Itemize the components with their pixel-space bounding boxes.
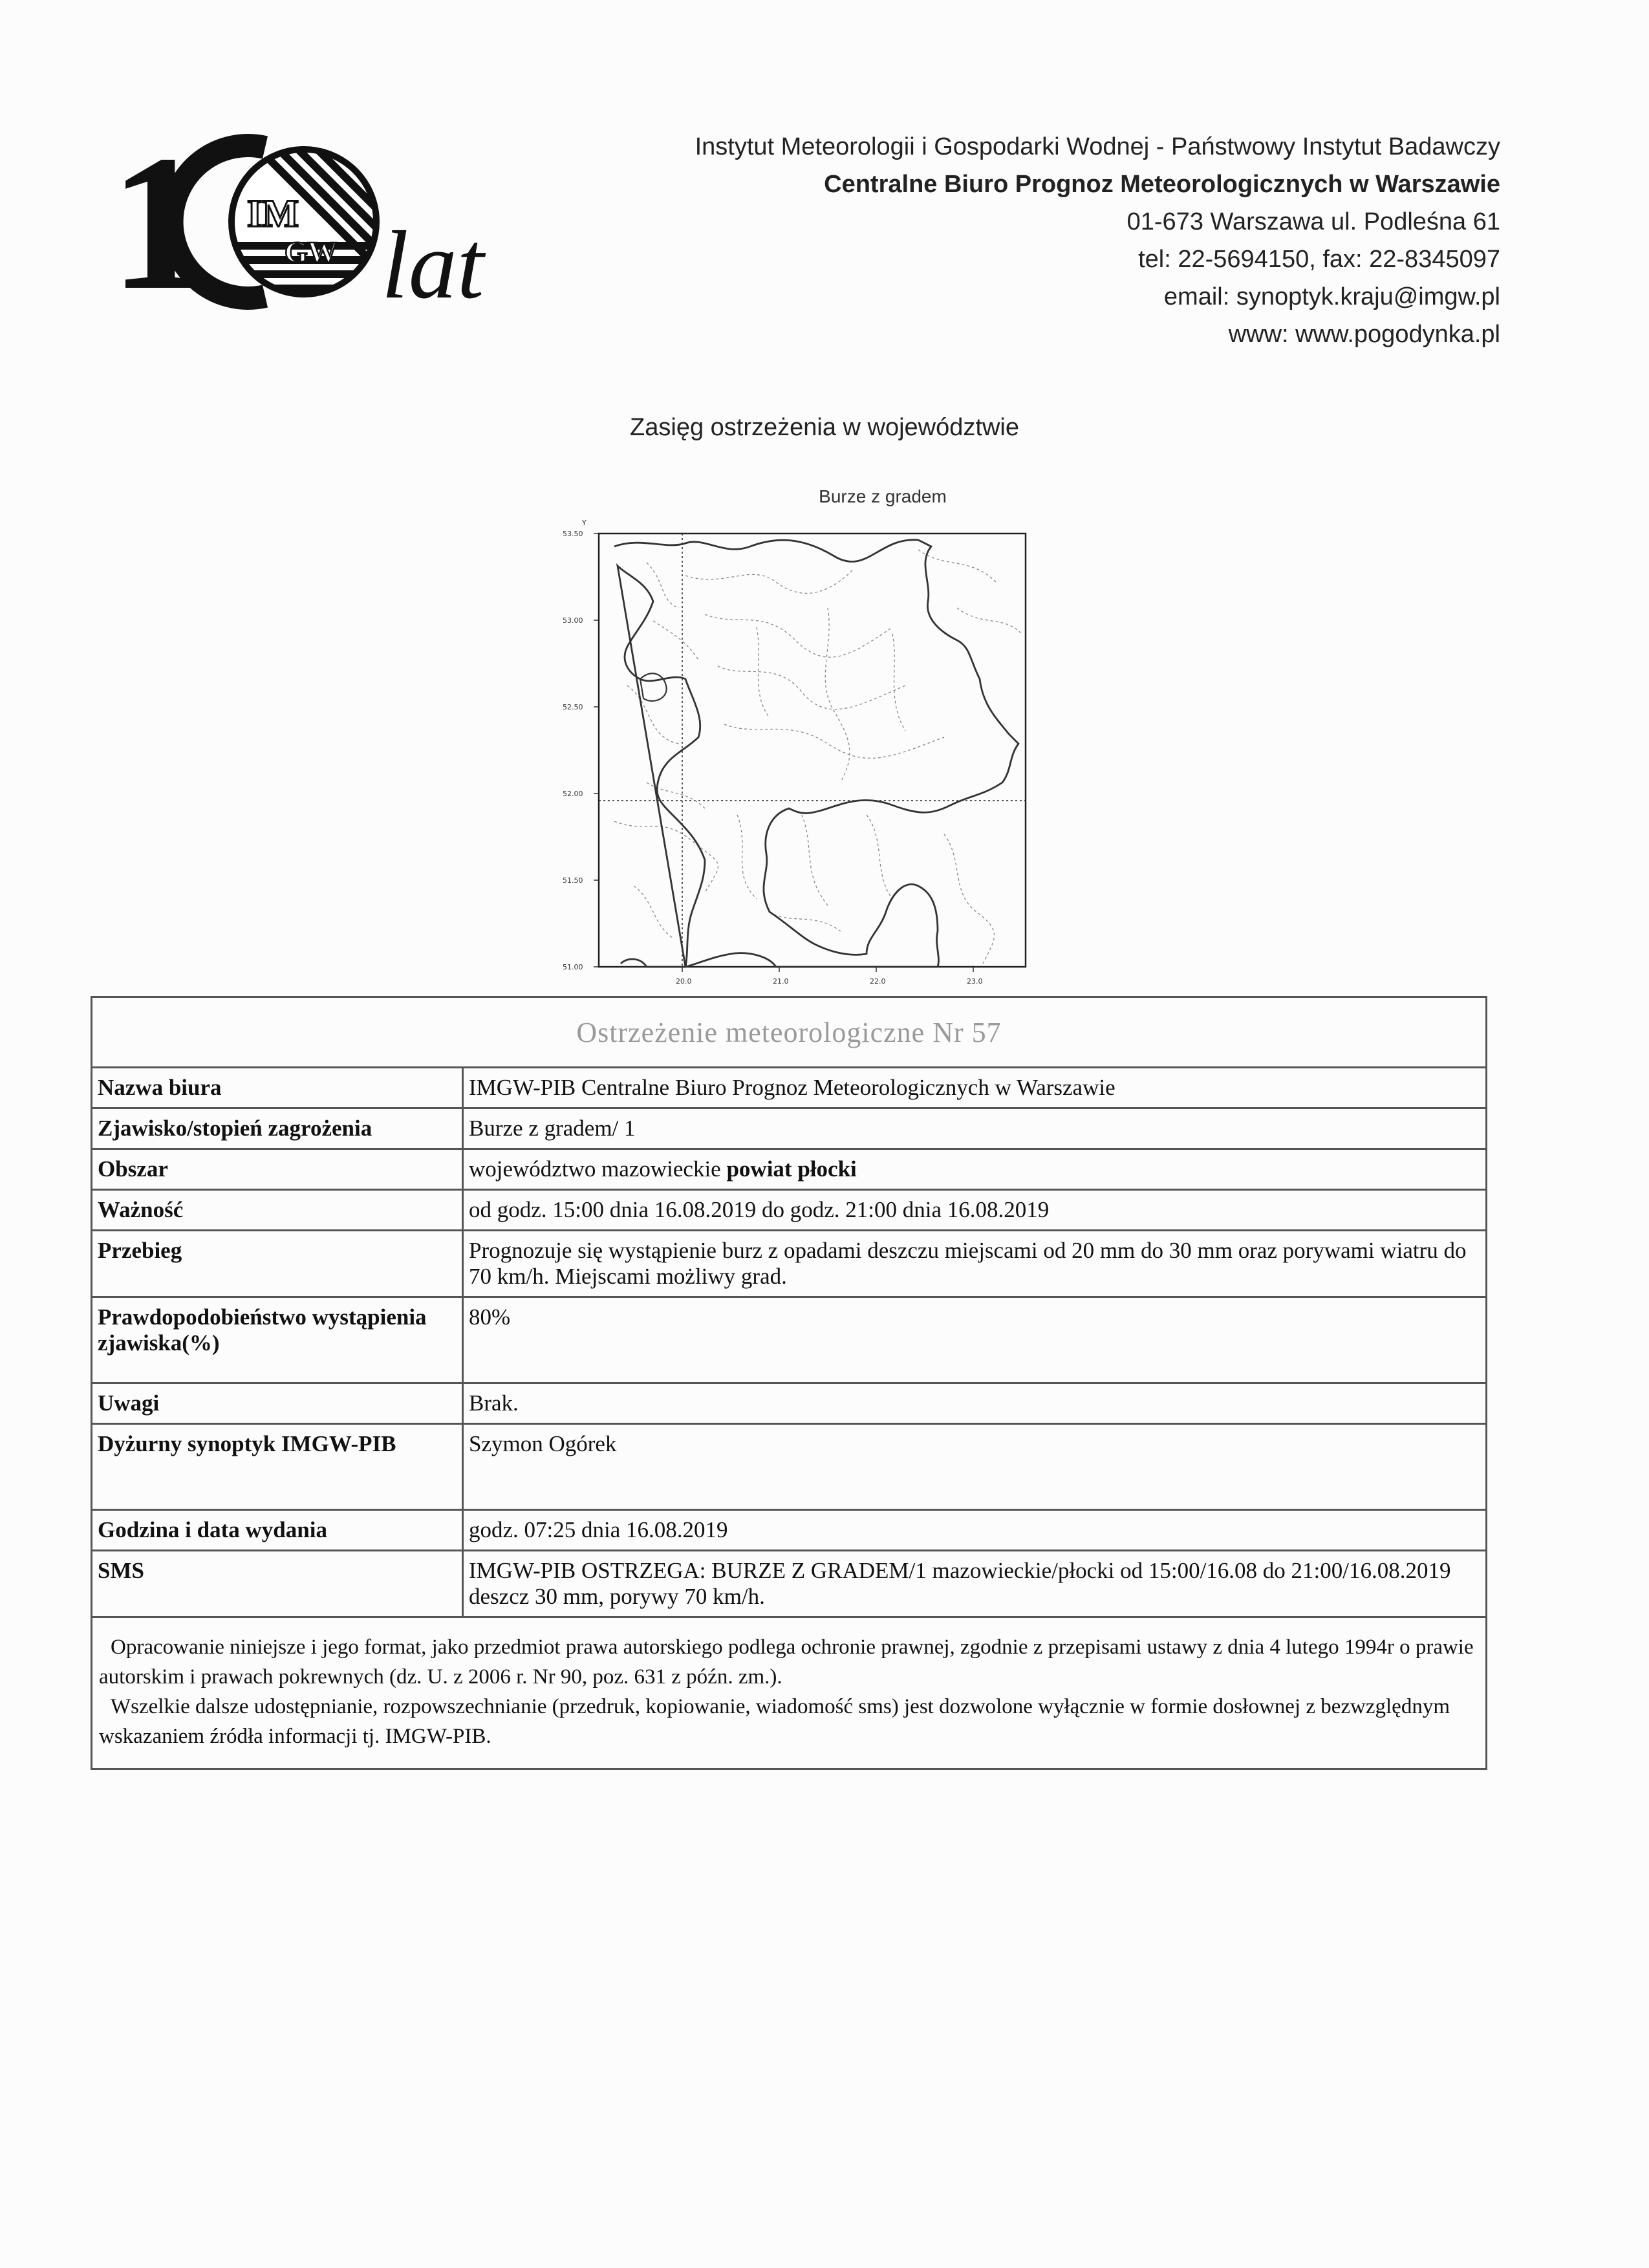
- map-y-tick-label: 52.00: [563, 790, 583, 798]
- logo-emblem-text-top: IM: [247, 192, 299, 235]
- area-voivodeship: województwo mazowieckie: [469, 1156, 721, 1182]
- table-row: [92, 1149, 1487, 1190]
- map-heading: Zasięg ostrzeżenia w województwie: [630, 414, 1019, 441]
- logo-number: 1: [110, 129, 207, 310]
- field-value: godz. 07:25 dnia 16.08.2019: [463, 1510, 1487, 1551]
- map-guide-lines: [599, 534, 1026, 967]
- warning-table: [91, 996, 1487, 1770]
- field-value: Brak.: [463, 1383, 1487, 1424]
- institute-website: www: www.pogodynka.pl: [1228, 321, 1500, 348]
- table-row: [92, 1068, 1487, 1108]
- field-label: Dyżurny synoptyk IMGW-PIB: [92, 1424, 463, 1510]
- field-value: 80%: [463, 1297, 1487, 1383]
- field-label: Prawdopodobieństwo wystąpienia zjawiska(%): [92, 1297, 463, 1383]
- area-district: powiat płocki: [726, 1156, 857, 1182]
- field-value: Szymon Ogórek: [463, 1424, 1487, 1510]
- table-row: [92, 1383, 1487, 1424]
- copyright-notice: [92, 1617, 1487, 1769]
- field-label: Godzina i data wydania: [92, 1510, 463, 1551]
- table-row: [92, 1424, 1487, 1510]
- warning-title-row: [92, 997, 1487, 1068]
- field-label: Ważność: [92, 1190, 463, 1231]
- field-label: Przebieg: [92, 1231, 463, 1297]
- map-caption: Burze z gradem: [819, 486, 947, 506]
- table-row: [92, 1551, 1487, 1617]
- logo-script: lat: [382, 211, 484, 310]
- field-label: Uwagi: [92, 1383, 463, 1424]
- map-y-tick-label: 53.50: [563, 530, 583, 538]
- table-row: [92, 1297, 1487, 1383]
- map-district-boundaries: [614, 550, 1022, 964]
- copyright-row: [92, 1617, 1487, 1769]
- field-value: IMGW-PIB OSTRZEGA: BURZE Z GRADEM/1 mazowieckie/płocki od 15:00/16.08 do 21:00/16.08.2019 deszcz 30 mm, porywy 70 km/h.: [463, 1551, 1487, 1617]
- institute-name: Instytut Meteorologii i Gospodarki Wodnej - Państwowy Instytut Badawczy: [695, 133, 1500, 160]
- warning-table-container: [91, 996, 1487, 1770]
- redistribution-paragraph: Wszelkie dalsze udostępnianie, rozpowszechnianie (przedruk, kopiowanie, wiadomość sms) jest dozwolone wyłącznie w formie dosłownej z bezwzględnym wskazaniem źródła informacji tj. IMGW-PIB.: [99, 1695, 1450, 1748]
- copyright-paragraph: Opracowanie niniejsze i jego format, jako przedmiot prawa autorskiego podlega ochronie prawnej, zgodnie z przepisami ustawy z dnia 4 lutego 1994r o prawie autorskim i prawach pokrewnych (dz. U. z 2006 r. Nr 90, poz. 631 z późn. zm.).: [99, 1636, 1474, 1689]
- field-label: Zjawisko/stopień zagrożenia: [92, 1108, 463, 1149]
- field-value: Burze z gradem/ 1: [463, 1108, 1487, 1149]
- field-label: SMS: [92, 1551, 463, 1617]
- map-frame: [599, 534, 1026, 967]
- warning-title: Ostrzeżenie meteorologiczne Nr 57: [92, 997, 1487, 1068]
- map-x-tick-label: 21.0: [773, 977, 789, 986]
- map-y-axis-letter: Y: [582, 519, 587, 527]
- map-y-tick-label: 53.00: [563, 616, 583, 625]
- institute-address: 01-673 Warszawa ul. Podleśna 61: [1126, 208, 1500, 235]
- field-value: Prognozuje się wystąpienie burz z opadami deszczu miejscami od 20 mm do 30 mm oraz porywami wiatru do 70 km/h. Miejscami możliwy grad.: [463, 1231, 1487, 1297]
- institute-phone: tel: 22-5694150, fax: 22-8345097: [1138, 246, 1500, 273]
- office-name: Centralne Biuro Prognoz Meteorologicznych w Warszawie: [824, 171, 1500, 198]
- field-label: Obszar: [92, 1149, 463, 1190]
- map-y-tick-label: 51.50: [563, 876, 583, 885]
- institute-header: [695, 128, 1500, 353]
- map-enclave: [640, 673, 667, 701]
- map-x-tick-label: 20.0: [676, 977, 692, 986]
- table-row: [92, 1231, 1487, 1297]
- field-label: Nazwa biura: [92, 1068, 463, 1108]
- institute-email: email: synoptyk.kraju@imgw.pl: [1163, 283, 1500, 310]
- map-x-tick-label: 23.0: [967, 977, 983, 986]
- table-row: [92, 1108, 1487, 1149]
- field-value: IMGW-PIB Centralne Biuro Prognoz Meteorologicznych w Warszawie: [463, 1068, 1487, 1108]
- warning-area-map: [556, 511, 1048, 989]
- field-value-area: [463, 1149, 1487, 1190]
- table-row: [92, 1190, 1487, 1231]
- map-voivodeship-border: [614, 540, 1018, 967]
- map-x-tick-label: 22.0: [870, 977, 886, 986]
- map-y-tick-label: 52.50: [563, 703, 583, 711]
- imgw-100-years-logo: [110, 129, 498, 310]
- logo-emblem-text-bottom: GW: [285, 235, 338, 268]
- map-y-tick-label: 51.00: [563, 963, 583, 971]
- table-row: [92, 1510, 1487, 1551]
- field-value: od godz. 15:00 dnia 16.08.2019 do godz. 21:00 dnia 16.08.2019: [463, 1190, 1487, 1231]
